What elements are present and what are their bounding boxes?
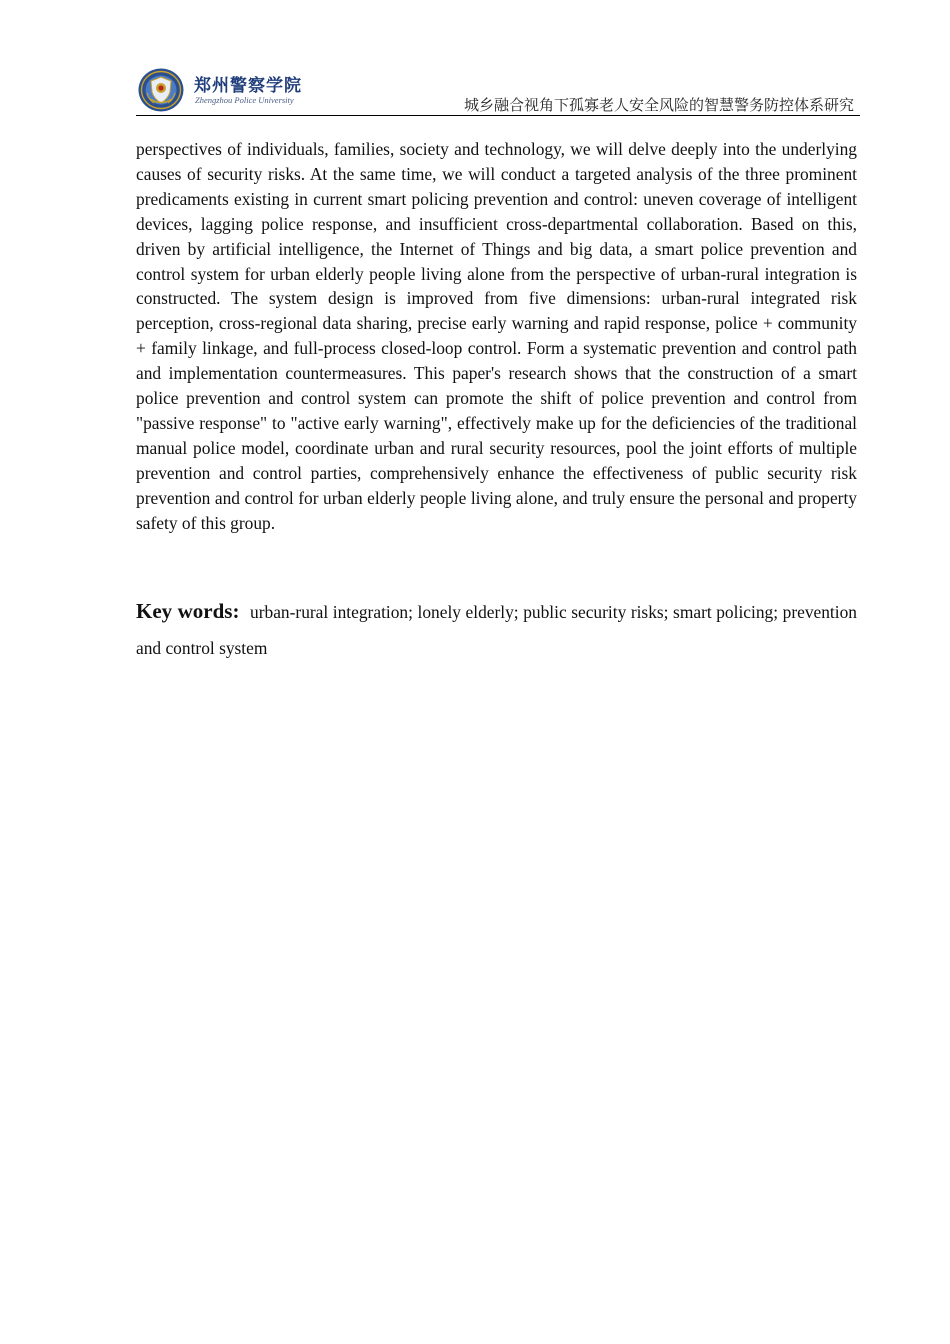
running-title: 城乡融合视角下孤寡老人安全风险的智慧警务防控体系研究 <box>463 96 854 114</box>
university-logo <box>138 68 318 112</box>
police-university-seal-icon <box>138 68 184 112</box>
university-name-cn: 郑州警察学院 <box>194 76 302 96</box>
university-name-en: Zhengzhou Police University <box>195 95 294 105</box>
abstract-body: perspectives of individuals, families, society and technology, we will delve deeply into the underlying causes of security risks. At the same time, we will conduct a targeted analysis of the three prominent predicaments existing in current smart policing prevention and control: uneven coverage of intelligent devices, lagging police response, and insufficient cross-departmental collaboration. Based on this, driven by artificial intelligence, the Internet of Things and big data, a smart police prevention and control system for urban elderly people living alone from the perspective of urban-rural integration is constructed. The system design is improved from five dimensions: urban-rural integrated risk perception, cross-regional data sharing, precise early warning and rapid response, police + community + family linkage, and full-process closed-loop control. Form a systematic prevention and control path and implementation countermeasures. This paper's research shows that the construction of a smart police prevention and control system can promote the shift of police prevention and control from "passive response" to "active early warning", effectively make up for the deficiencies of the traditional manual police model, coordinate urban and rural security resources, pool the joint efforts of multiple prevention and control parties, comprehensively enhance the effectiveness of public security risk prevention and control for urban elderly people living alone, and truly ensure the personal and property safety of this group. <box>136 139 857 533</box>
header-divider <box>136 115 860 116</box>
keywords-section <box>136 593 857 666</box>
page-header <box>136 66 860 116</box>
keywords-text: urban-rural integration; lonely elderly; public security risks; smart policing; prevention and control system <box>136 602 857 658</box>
keywords-label: Key words: <box>136 599 240 623</box>
